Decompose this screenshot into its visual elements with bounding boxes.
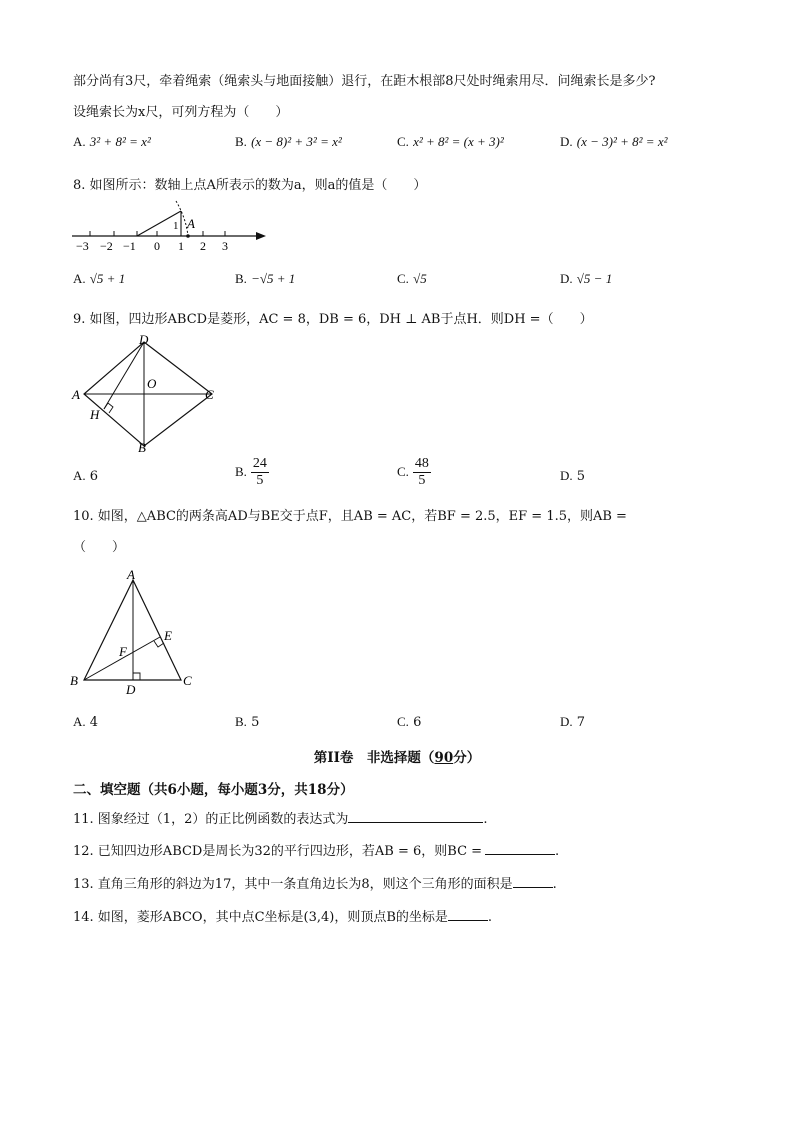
q8-number-line-figure xyxy=(70,198,270,254)
label-height: 1 xyxy=(173,220,179,232)
q10-option-a[interactable]: A. 4 xyxy=(73,714,99,730)
q8-option-d[interactable]: D. √5 − 1 xyxy=(560,271,613,286)
q10-option-d[interactable]: D. 7 xyxy=(560,714,586,730)
q9-rhombus-figure xyxy=(70,330,230,460)
tick-label-neg1: −1 xyxy=(123,239,136,253)
q10-option-b[interactable]: B. 5 xyxy=(235,714,260,730)
part2-heading: 二、填空题（共6小题，每小题3分，共18分） xyxy=(73,782,354,798)
section-title-points: 90 xyxy=(434,750,454,766)
tick-label-1: 1 xyxy=(178,239,184,253)
q8-stem: 8. 如图所示：数轴上点A所表示的数为a，则a的值是（ ） xyxy=(73,178,427,193)
label-a: A xyxy=(187,216,195,231)
q10-stem-line1: 10. 如图，△ABC的两条高AD与BE交于点F，且AB = AC，若BF = 2.5，EF = 1.5，则AB = xyxy=(73,509,627,524)
q11-answer-blank[interactable] xyxy=(348,810,483,823)
label-d: D xyxy=(139,332,149,347)
label-b: B xyxy=(138,440,146,455)
q7-option-d[interactable]: D. (x − 3)² + 8² = x² xyxy=(560,134,668,149)
q12-line xyxy=(73,840,559,859)
q9-options xyxy=(73,456,723,496)
label-h: H xyxy=(90,407,100,422)
q14-end: . xyxy=(487,910,493,925)
q9-option-a[interactable]: A. 6 xyxy=(73,468,99,484)
q12-answer-blank[interactable] xyxy=(485,842,555,855)
q8-option-a[interactable]: A. √5 + 1 xyxy=(73,271,126,286)
q7-option-c[interactable]: C. x² + 8² = (x + 3)² xyxy=(397,134,504,149)
q10-options xyxy=(73,714,723,738)
q14-line xyxy=(73,906,492,925)
tick-label-3: 3 xyxy=(222,239,228,253)
q9-option-d[interactable]: D. 5 xyxy=(560,468,586,484)
label-o: O xyxy=(147,376,157,391)
q9-option-c[interactable]: C. $\frac{48}{5}$ xyxy=(397,456,429,488)
q13-stem: 13. 直角三角形的斜边为17，其中一条直角边长为8，则这个三角形的面积是 xyxy=(73,877,513,892)
q12-end: . xyxy=(555,844,560,859)
q9-option-c-fraction: $\frac{48}{5}$ xyxy=(414,456,429,488)
label-d: D xyxy=(126,682,136,697)
q7-option-b[interactable]: B. (x − 8)² + 3² = x² xyxy=(235,134,342,149)
q9-stem: 9. 如图，四边形ABCD是菱形，AC = 8，DB = 6，DH ⊥ AB于点H．则DH =（ ） xyxy=(73,312,593,327)
q9-option-b[interactable]: B. $\frac{24}{5}$ xyxy=(235,456,267,488)
q11-line xyxy=(73,808,488,827)
section-title xyxy=(0,746,794,766)
label-c: C xyxy=(205,387,214,402)
q12-stem: 12. 已知四边形ABCD是周长为32的平行四边形，若AB = 6，则BC = xyxy=(73,844,483,859)
q8-options xyxy=(73,271,723,295)
q14-answer-blank[interactable] xyxy=(448,908,488,921)
q10-stem-line2: （ ） xyxy=(73,540,126,555)
q11-end: . xyxy=(483,812,488,827)
tick-label-0: 0 xyxy=(154,239,160,253)
label-c: C xyxy=(183,673,192,688)
q7-stem-line2: 设绳索长为x尺，可列方程为（ ） xyxy=(73,105,289,120)
axis-arrow xyxy=(256,232,266,240)
q10-option-c[interactable]: C. 6 xyxy=(397,714,422,730)
q7-options xyxy=(73,134,723,158)
q7-stem-line1: 部分尚有3尺，牵着绳索（绳索头与地面接触）退行，在距木根部8尺处时绳索用尽．问绳索长是多少? xyxy=(73,74,656,89)
q13-end: . xyxy=(552,877,557,892)
q8-option-c[interactable]: C. √5 xyxy=(397,271,427,286)
tick-label-2: 2 xyxy=(200,239,206,253)
q14-stem: 14. 如图，菱形ABCO，其中点C坐标是(3,4)，则顶点B的坐标是 xyxy=(73,910,448,925)
label-b: B xyxy=(70,673,78,688)
section-title-suffix: 分） xyxy=(453,750,481,766)
segment-dh xyxy=(104,342,144,409)
label-e: E xyxy=(164,628,172,643)
tick-label-neg2: −2 xyxy=(100,239,113,253)
label-a: A xyxy=(72,387,80,402)
q8-option-b[interactable]: B. −√5 + 1 xyxy=(235,271,296,286)
right-angle-mark-d xyxy=(133,673,140,680)
q7-option-a[interactable]: A. 3² + 8² = x² xyxy=(73,134,151,149)
q11-stem: 11. 图象经过（1，2）的正比例函数的表达式为 xyxy=(73,812,349,827)
q10-triangle-figure xyxy=(68,562,208,700)
q13-line xyxy=(73,873,557,892)
point-a xyxy=(186,234,190,238)
tick-label-neg3: −3 xyxy=(76,239,89,253)
q9-option-b-fraction: $\frac{24}{5}$ xyxy=(252,456,267,488)
section-title-prefix: 第II卷 非选择题（ xyxy=(313,750,435,766)
q13-answer-blank[interactable] xyxy=(513,875,553,888)
label-f: F xyxy=(119,644,127,659)
label-a: A xyxy=(127,567,135,582)
right-angle-mark-h xyxy=(104,403,113,413)
tick-marks xyxy=(90,231,225,236)
